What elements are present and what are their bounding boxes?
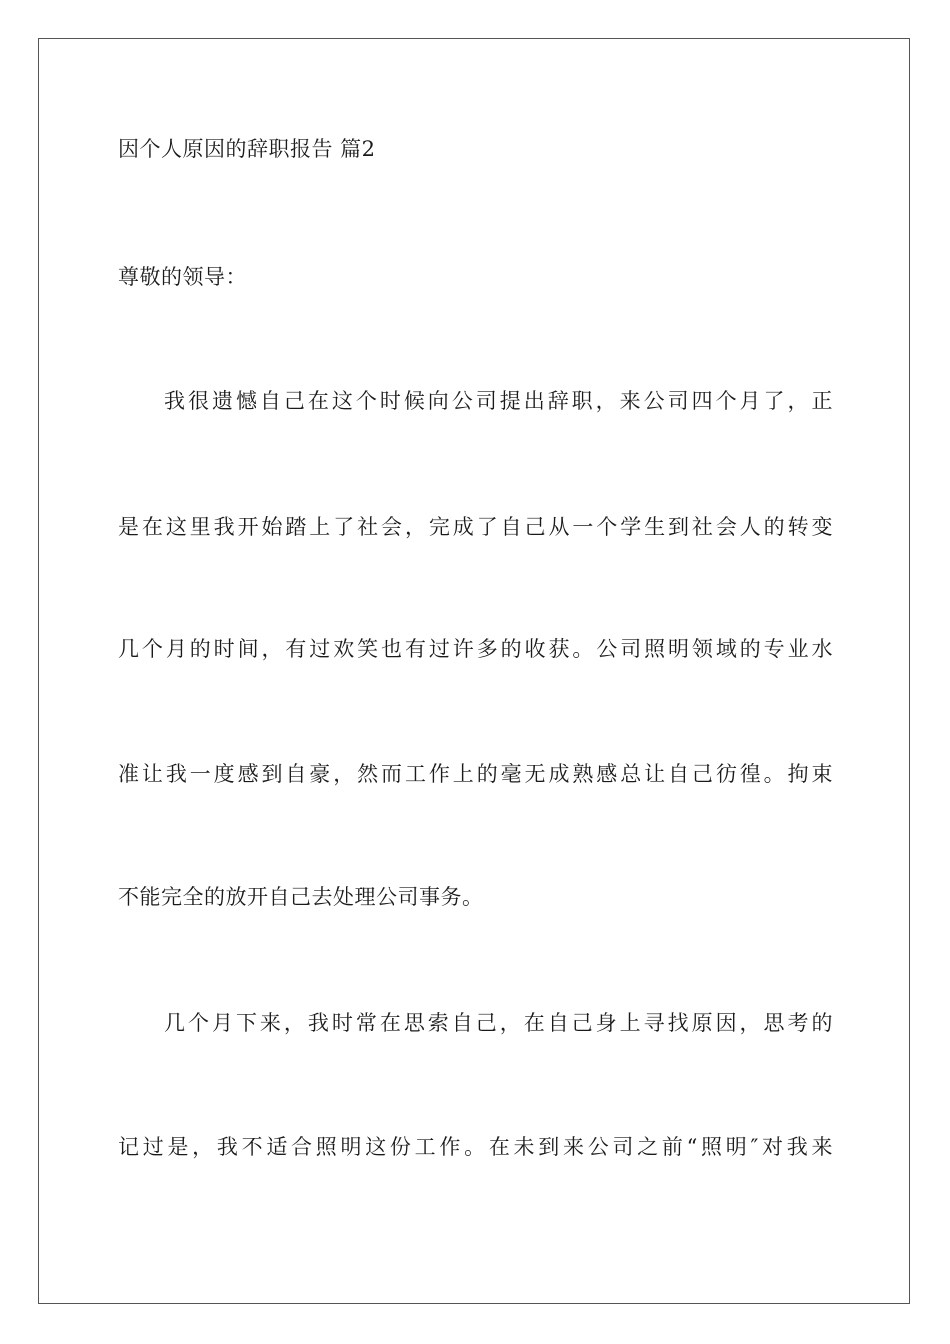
salutation: 尊敬的领导： [118,265,247,289]
paragraph-line-4: 准让我一度感到自豪，然而工作上的毫无成熟感总让自己彷徨。拘束 [118,762,833,786]
paragraph-line-5: 不能完全的放开自己去处理公司事务。 [118,885,484,909]
document-title: 因个人原因的辞职报告 篇2 [118,137,376,161]
paragraph-line-1: 我很遗憾自己在这个时候向公司提出辞职，来公司四个月了，正 [164,389,833,413]
page-border [38,38,910,1304]
paragraph-line-3: 几个月的时间，有过欢笑也有过许多的收获。公司照明领域的专业水 [118,637,833,661]
paragraph-line-2: 是在这里我开始踏上了社会，完成了自己从一个学生到社会人的转变 [118,515,833,539]
paragraph-line-7: 记过是，我不适合照明这份工作。在未到来公司之前“照明″对我来 [118,1135,833,1159]
paragraph-line-6: 几个月下来，我时常在思索自己，在自己身上寻找原因，思考的 [164,1011,833,1035]
